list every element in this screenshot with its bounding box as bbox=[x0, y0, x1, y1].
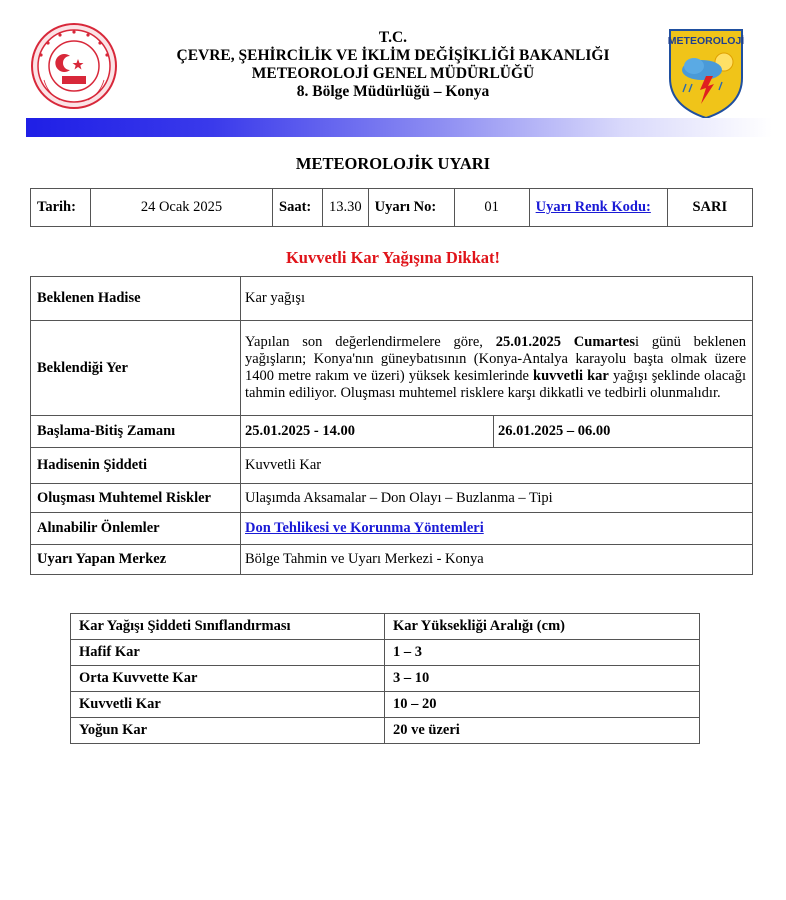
time-label: Saat: bbox=[273, 189, 323, 227]
place-label: Beklendiği Yer bbox=[31, 321, 241, 416]
header-gradient-bar bbox=[26, 118, 772, 137]
classification-header-col1: Kar Yağışı Şiddeti Sınıflandırması bbox=[71, 614, 385, 640]
time-range-row bbox=[31, 416, 753, 448]
color-code-value: SARI bbox=[667, 189, 752, 227]
place-text-1: Yapılan son değerlendirmelere göre, bbox=[245, 334, 496, 350]
header-directorate: METEOROLOJİ GENEL MÜDÜRLÜĞÜ bbox=[251, 65, 535, 82]
measures-link[interactable]: Don Tehlikesi ve Korunma Yöntemleri bbox=[245, 520, 484, 536]
class-name: Kuvvetli Kar bbox=[71, 692, 385, 718]
color-code-link[interactable]: Uyarı Renk Kodu: bbox=[535, 199, 651, 215]
severity-row bbox=[31, 448, 753, 484]
place-text-2: i günü beklenen yağışların; Konya'nın güneybatısının (Konya-Antalya karayolu başta olmak üzere 1400 metre rakım ve üzeri) yüksek kesimlerinde bbox=[245, 334, 746, 384]
classification-header-row bbox=[71, 614, 700, 640]
center-label: Uyarı Yapan Merkez bbox=[31, 545, 241, 575]
risks-label: Oluşması Muhtemel Riskler bbox=[31, 484, 241, 513]
header-region: 8. Bölge Müdürlüğü – Konya bbox=[296, 83, 490, 100]
end-time: 26.01.2025 – 06.00 bbox=[494, 416, 753, 448]
event-value: Kar yağışı bbox=[241, 277, 753, 321]
date-label: Tarih: bbox=[31, 189, 91, 227]
class-name: Yoğun Kar bbox=[71, 718, 385, 744]
warning-no-label: Uyarı No: bbox=[368, 189, 454, 227]
warning-meta-table bbox=[30, 188, 753, 227]
time-value: 13.30 bbox=[323, 189, 369, 227]
measures-label: Alınabilir Önlemler bbox=[31, 513, 241, 545]
class-range: 20 ve üzeri bbox=[385, 718, 700, 744]
place-strong-snow-bold: kuvvetli kar bbox=[533, 368, 609, 384]
class-range: 10 – 20 bbox=[385, 692, 700, 718]
meteoroloji-logo-icon bbox=[666, 26, 746, 120]
color-code-cell bbox=[529, 189, 667, 227]
table-row bbox=[71, 718, 700, 744]
measures-row bbox=[31, 513, 753, 545]
start-time: 25.01.2025 - 14.00 bbox=[241, 416, 494, 448]
severity-label: Hadisenin Şiddeti bbox=[31, 448, 241, 484]
date-value: 24 Ocak 2025 bbox=[91, 189, 273, 227]
ministry-seal-icon bbox=[30, 22, 118, 110]
table-row bbox=[71, 666, 700, 692]
classification-header-col2: Kar Yüksekliği Aralığı (cm) bbox=[385, 614, 700, 640]
warning-heading: Kuvvetli Kar Yağışına Dikkat! bbox=[285, 248, 501, 267]
class-range: 3 – 10 bbox=[385, 666, 700, 692]
table-row bbox=[71, 692, 700, 718]
warning-details-table bbox=[30, 276, 753, 575]
risks-row bbox=[31, 484, 753, 513]
logo-text: METEOROLOJİ bbox=[667, 35, 745, 47]
meta-row bbox=[31, 189, 753, 227]
time-range-label: Başlama-Bitiş Zamanı bbox=[31, 416, 241, 448]
snow-classification-table bbox=[70, 613, 700, 744]
header-ministry: ÇEVRE, ŞEHİRCİLİK VE İKLİM DEĞİŞİKLİĞİ BAKANLIĞI bbox=[176, 47, 610, 64]
class-name: Hafif Kar bbox=[71, 640, 385, 666]
class-name: Orta Kuvvette Kar bbox=[71, 666, 385, 692]
document-header bbox=[0, 0, 786, 140]
risks-value: Ulaşımda Aksamalar – Don Olayı – Buzlanma – Tipi bbox=[241, 484, 753, 513]
class-range: 1 – 3 bbox=[385, 640, 700, 666]
center-value: Bölge Tahmin ve Uyarı Merkezi - Konya bbox=[241, 545, 753, 575]
header-text-block bbox=[150, 29, 636, 101]
header-line-tc: T.C. bbox=[378, 29, 408, 46]
measures-cell bbox=[241, 513, 753, 545]
place-text-3: yağışı şeklinde olacağı tahmin ediliyor. Oluşması muhtemel risklere karşı dikkatli ve tedbirli olunmalıdır. bbox=[245, 368, 747, 401]
center-row bbox=[31, 545, 753, 575]
severity-value: Kuvvetli Kar bbox=[241, 448, 753, 484]
warning-no-value: 01 bbox=[454, 189, 529, 227]
place-description bbox=[241, 321, 753, 416]
event-label: Beklenen Hadise bbox=[31, 277, 241, 321]
place-row bbox=[31, 321, 753, 416]
place-date-bold: 25.01.2025 Cumartes bbox=[495, 334, 635, 350]
table-row bbox=[71, 640, 700, 666]
event-row bbox=[31, 277, 753, 321]
document-title: METEOROLOJİK UYARI bbox=[295, 154, 491, 173]
